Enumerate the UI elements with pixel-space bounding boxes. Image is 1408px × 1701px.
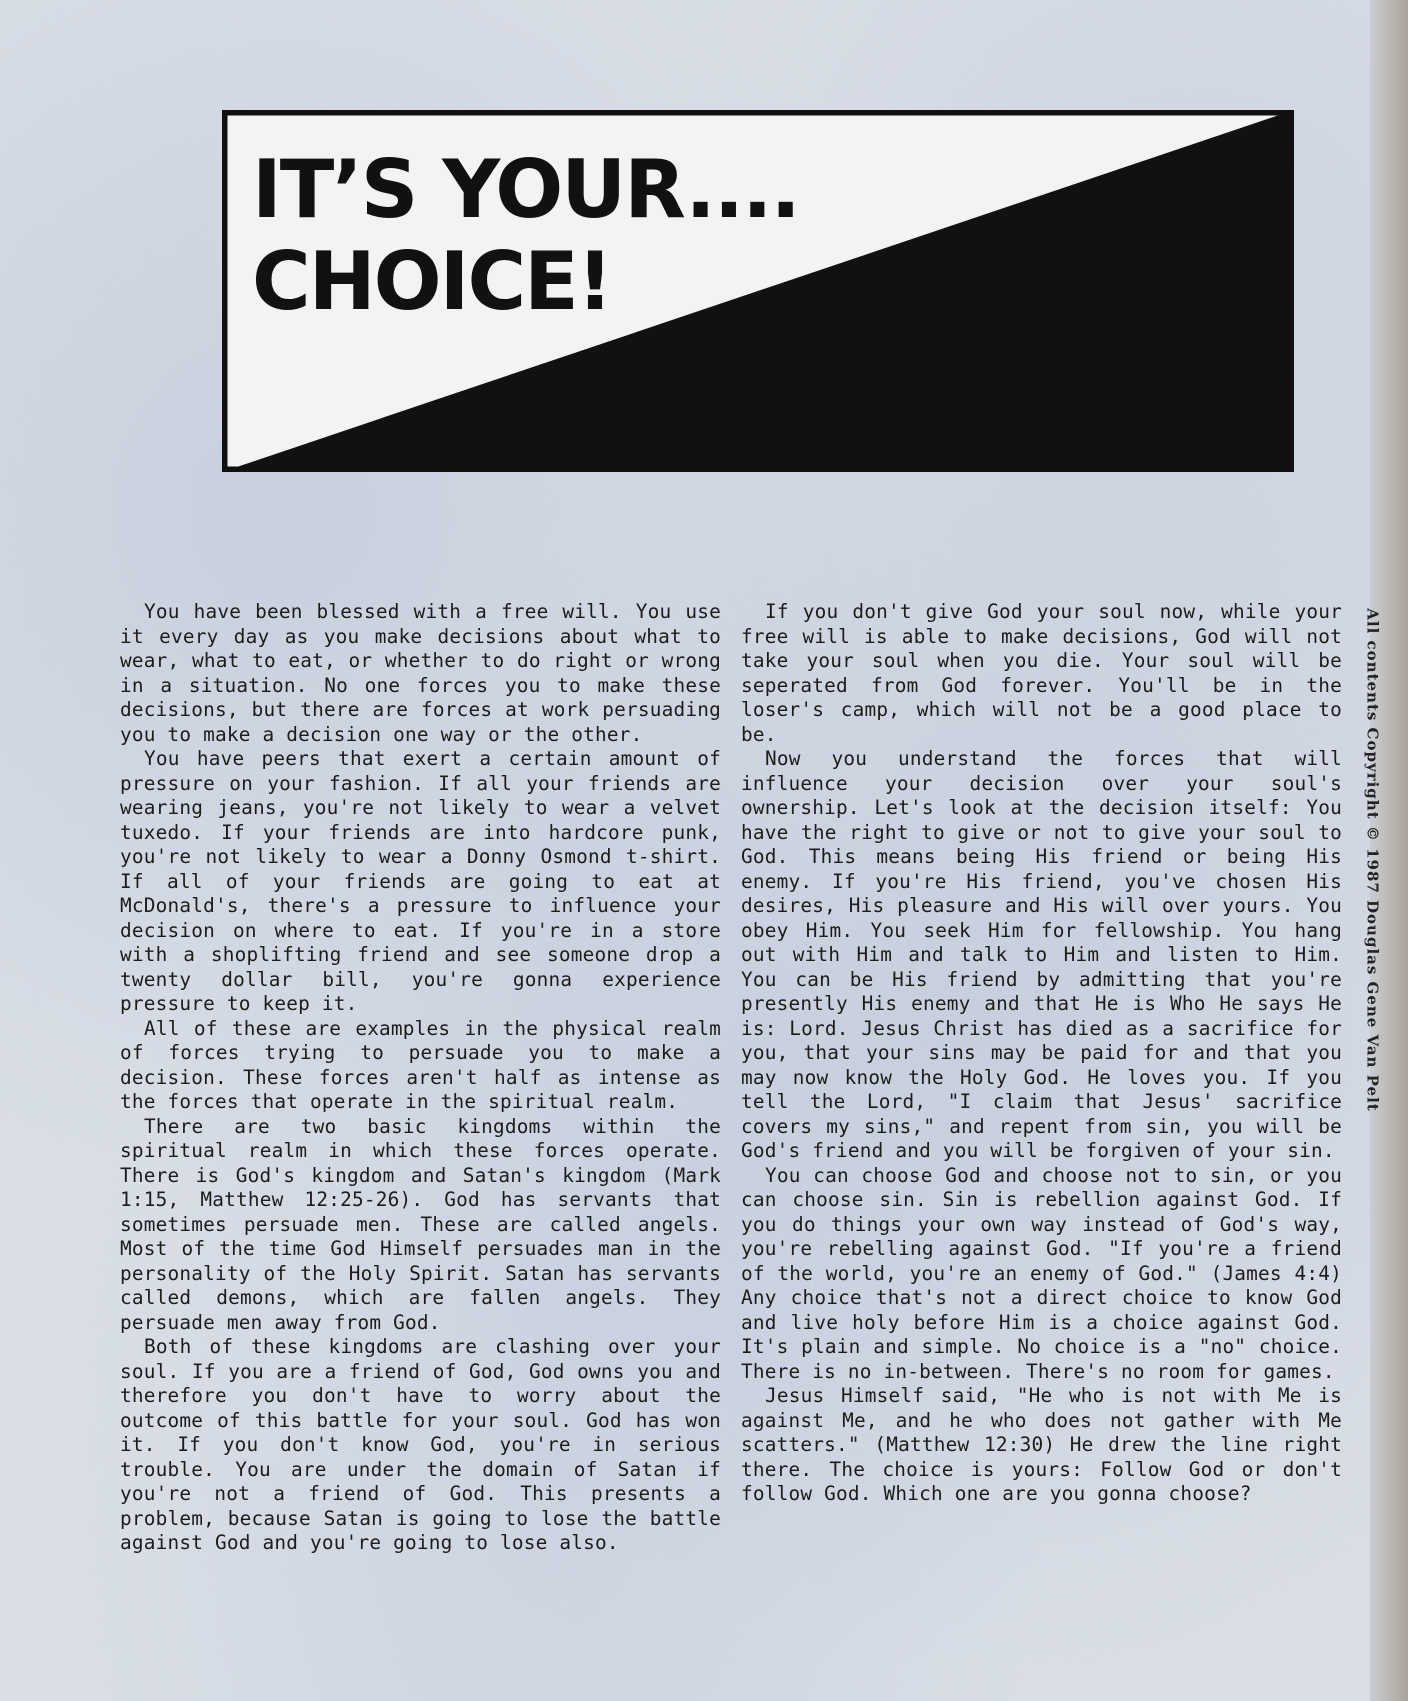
paragraph: All of these are examples in the physical realm of forces trying to persuade you to make a decision. These forces aren't half as intense as the forces that operate in the spiritual realm. [120, 1016, 721, 1113]
article-left-column [120, 600, 721, 1556]
title-line-1: IT’S YOUR.... [252, 143, 799, 236]
article-body [120, 600, 1342, 1556]
paragraph: Both of these kingdoms are clashing over your soul. If you are a friend of God, God owns you and therefore you don't have to worry about the outcome of this battle for your soul. God has won it. If you don't know God, you're in serious trouble. You are under the domain of Satan if you're not a friend of God. This presents a problem, because Satan is going to lose the battle against God and you're going to lose also. [120, 1335, 721, 1554]
paragraph: You have peers that exert a certain amount of pressure on your fashion. If all your friends are wearing jeans, you're not likely to wear a velvet tuxedo. If your friends are into hardcore punk, you're not likely to wear a Donny Osmond t-shirt. If all of your friends are going to eat at McDonald's, there's a pressure to influence your decision on where to eat. If you're in a store with a shoplifting friend and see someone drop a twenty dollar bill, you're gonna experience pressure to keep it. [120, 747, 721, 1015]
cross-icon [1004, 128, 1408, 490]
article-right-column [741, 600, 1342, 1556]
paragraph: You can choose God and choose not to sin, or you can choose sin. Sin is rebellion against God. If you do things your own way instead of God's way, you're rebelling against God. "If you're a friend of the world, you're an enemy of God." (James 4:4) Any choice that's not a direct choice to know God and live holy before Him is a choice against God. It's plain and simple. No choice is a "no" choice. There is no in-between. There's no room for games. [741, 1163, 1342, 1383]
copyright-notice [1358, 590, 1388, 1130]
title-line-2: CHOICE! [252, 235, 612, 328]
paragraph: If you don't give God your soul now, while your free will is able to make decisions, God will not take your soul when you die. Your soul will be seperated from God forever. You'll be in the loser's camp, which will not be a good place to be. [741, 600, 1342, 746]
paragraph: There are two basic kingdoms within the spiritual realm in which these forces operate. There is God's kingdom and Satan's kingdom (Mark 1:15, Matthew 12:25-26). God has servants that sometimes persuade men. These are called angels. Most of the time God Himself persuades man in the personality of the Holy Spirit. Satan has servants called demons, which are fallen angels. They persuade men away from God. [120, 1114, 721, 1334]
title-banner [222, 110, 1294, 472]
paragraph: Jesus Himself said, "He who is not with Me is against Me, and he who does not gather with Me scatters." (Matthew 12:30) He drew the line right there. The choice is yours: Follow God or don't follow God. Which one are you gonna choose? [741, 1384, 1342, 1505]
copyright-text: All contents Copyright © 1987 Douglas Gene Van Pelt [1364, 608, 1382, 1112]
paragraph: Now you understand the forces that will influence your decision over your soul's ownership. Let's look at the decision itself: You have the right to give or not to give your soul to God. This means being His friend or being His enemy. If you're His friend, you've chosen His desires, His pleasure and His will over yours. You obey Him. You seek Him for fellowship. You hang out with Him and talk to Him and listen to Him. You can be His friend by admitting that you're presently His enemy and that He is Who He says He is: Lord. Jesus Christ has died as a sacrifice for you, that your sins may be paid for and that you may now know the Holy God. He loves you. If you tell the Lord, "I claim that Jesus' sacrifice covers my sins," and repent from sin, you will be God's friend and you will be forgiven of your sin. [741, 747, 1342, 1162]
paragraph: You have been blessed with a free will. You use it every day as you make decisions about what to wear, what to eat, or whether to do right or wrong in a situation. No one forces you to make these decisions, but there are forces at work persuading you to make a decision one way or the other. [120, 600, 721, 746]
